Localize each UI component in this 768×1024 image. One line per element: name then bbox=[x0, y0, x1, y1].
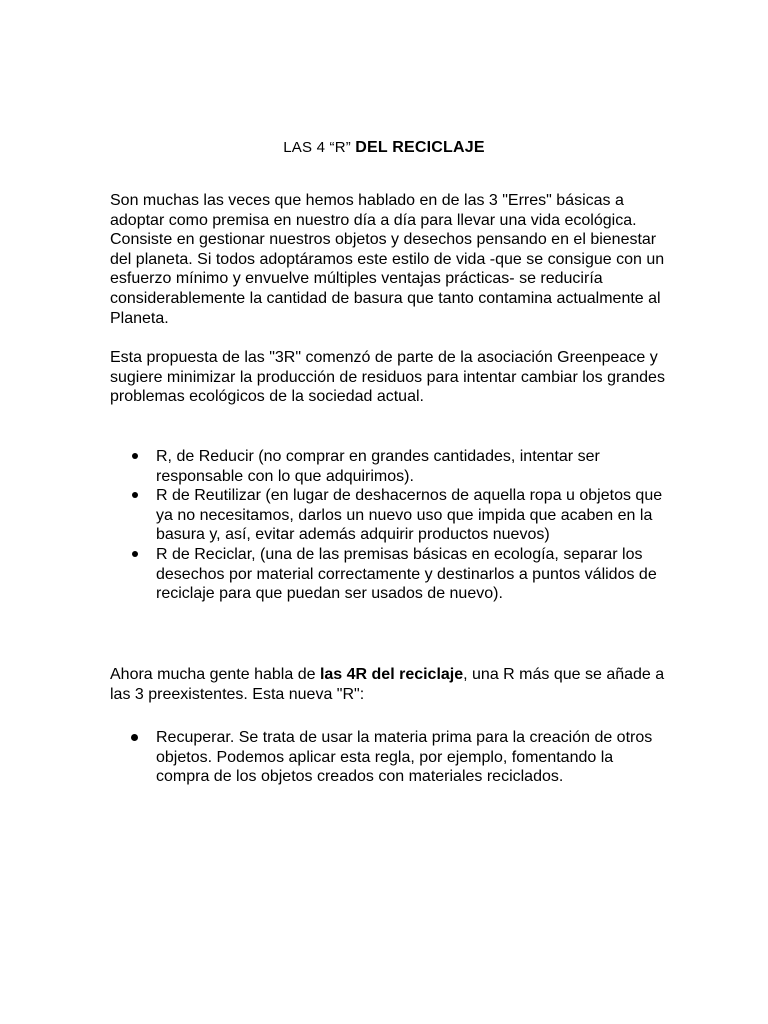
list-item-recuperar bbox=[110, 728, 670, 787]
four-r-paragraph bbox=[110, 665, 670, 704]
three-r-list bbox=[110, 447, 670, 604]
title-prefix: LAS 4 “R” bbox=[283, 139, 356, 156]
fourth-r-list bbox=[110, 728, 670, 787]
bullet-icon bbox=[132, 453, 138, 459]
bullet-icon bbox=[132, 551, 138, 557]
intro-paragraph: Son muchas las veces que hemos hablado en de las 3 "Erres" básicas a adoptar como premisa en nuestro día a día para llevar una vida ecológica. Consiste en gestionar nuestros objetos y desechos pensando en el bienestar del planeta. Si todos adoptáramos este estilo de vida -que se consigue con un esfuerzo mínimo y envuelve múltiples ventajas prácticas- se reduciría considerablemente la cantidad de basura que tanto contamina actualmente al Planeta. bbox=[110, 192, 665, 327]
list-item-reducir bbox=[110, 447, 670, 486]
greenpeace-paragraph: Esta propuesta de las "3R" comenzó de parte de la asociación Greenpeace y sugiere minimizar la producción de residuos para intentar cambiar los grandes problemas ecológicos de la sociedad actual. bbox=[110, 349, 665, 406]
list-item-reutilizar bbox=[110, 486, 670, 545]
title-bold: DEL RECICLAJE bbox=[355, 139, 485, 156]
para3-end: , una R más que se añade a las 3 preexistentes. Esta nueva "R": bbox=[110, 666, 665, 703]
list-item-text: R de Reciclar, (una de las premisas básicas en ecología, separar los desechos por material correctamente y destinarlos a puntos válidos de reciclaje para que puedan ser usados de nuevo). bbox=[156, 545, 657, 603]
list-item-text: Recuperar. Se trata de usar la materia prima para la creación de otros objetos. Podemos aplicar esta regla, por ejemplo, fomentando la compra de los objetos creados con materiales reciclados. bbox=[156, 729, 653, 786]
para3-bold: las 4R del reciclaje bbox=[319, 666, 464, 683]
bullet-icon bbox=[131, 734, 138, 741]
list-item-text: R, de Reducir (no comprar en grandes cantidades, intentar ser responsable con lo que adquirimos). bbox=[156, 448, 600, 485]
bullet-icon bbox=[132, 492, 138, 498]
document-title bbox=[0, 138, 768, 158]
list-item-text: R de Reutilizar (en lugar de deshacernos de aquella ropa u objetos que ya no necesitamos, darlos un nuevo uso que impida que acaben en la basura y, así, evitar además adquirir productos nuevos) bbox=[156, 487, 663, 544]
list-item-reciclar bbox=[110, 545, 670, 604]
para3-start: Ahora mucha gente habla de bbox=[110, 666, 320, 683]
